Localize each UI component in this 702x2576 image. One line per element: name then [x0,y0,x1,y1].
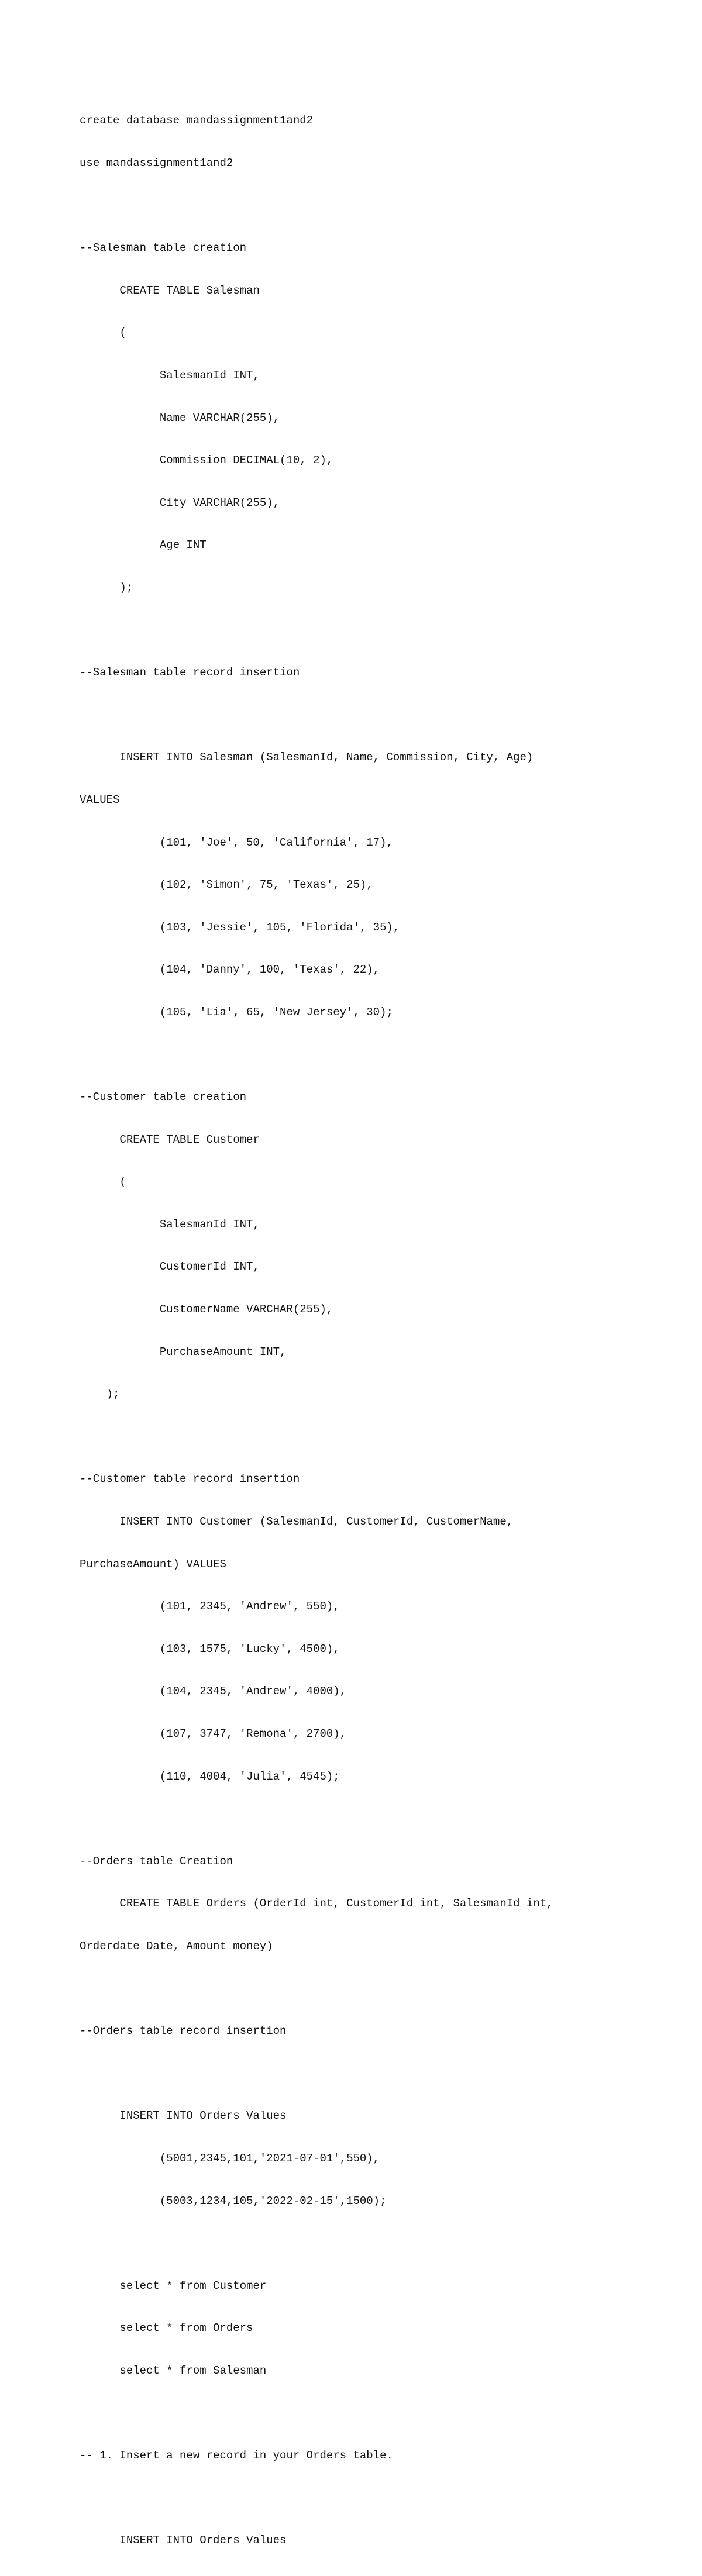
code-line [80,1047,665,1061]
code-line: CREATE TABLE Orders (OrderId int, CustomerId int, SalesmanId int, [80,1897,553,1911]
code-line: select * from Customer [80,2279,267,2292]
code-line: Age INT [80,539,207,552]
code-line [80,1812,665,1826]
code-line: INSERT INTO Customer (SalesmanId, CustomerId, CustomerName, [80,1515,514,1528]
code-line: ( [80,326,126,340]
code-line [80,2491,665,2505]
code-line: CustomerId INT, [80,1260,260,1274]
code-line: (102, 'Simon', 75, 'Texas', 25), [80,878,373,892]
code-line: ); [80,581,133,594]
code-line [80,708,665,722]
code-line: (110, 4004, 'Julia', 4545); [80,1770,340,1783]
code-line: Name VARCHAR(255), [80,411,280,425]
code-line: (101, 2345, 'Andrew', 550), [80,1600,340,1613]
code-line: -- 1. Insert a new record in your Orders table. [80,2449,393,2463]
code-line: (103, 'Jessie', 105, 'Florida', 35), [80,920,400,934]
code-line: (5001,2345,101,'2021-07-01',550), [80,2151,380,2165]
code-line: Commission DECIMAL(10, 2), [80,454,333,467]
code-line: INSERT INTO Salesman (SalesmanId, Name, Commission, City, Age) [80,751,534,764]
code-line: --Salesman table creation [80,242,247,255]
code-line: (5003,1234,105,'2022-02-15',1500); [80,2194,387,2208]
code-line: --Orders table Creation [80,1854,233,1868]
code-line [80,1982,665,1996]
code-line [80,623,665,637]
code-line: select * from Orders [80,2322,253,2335]
code-line: (104, 2345, 'Andrew', 4000), [80,1685,347,1698]
sql-code-block [80,85,665,2576]
code-line: INSERT INTO Orders Values [80,2534,287,2547]
code-line: ); [80,1388,120,1401]
code-line: CREATE TABLE Customer [80,1133,260,1146]
code-line: (101, 'Joe', 50, 'California', 17), [80,836,393,849]
code-line [80,1430,665,1444]
code-line: CustomerName VARCHAR(255), [80,1303,333,1316]
code-line: City VARCHAR(255), [80,496,280,509]
code-line: ( [80,1175,126,1189]
code-line: (107, 3747, 'Remona', 2700), [80,1727,347,1740]
code-line: create database mandassignment1and2 [80,114,314,127]
code-line: PurchaseAmount INT, [80,1345,287,1358]
code-line: --Salesman table record insertion [80,666,300,680]
code-line: SalesmanId INT, [80,1218,260,1231]
code-line: --Customer table creation [80,1091,247,1104]
code-line [80,2067,665,2081]
code-line: VALUES [80,793,120,806]
code-line: --Orders table record insertion [80,2025,287,2038]
code-line: (104, 'Danny', 100, 'Texas', 22), [80,963,380,977]
code-line: Orderdate Date, Amount money) [80,1939,273,1953]
code-line: PurchaseAmount) VALUES [80,1557,226,1571]
code-line: (103, 1575, 'Lucky', 4500), [80,1642,340,1656]
code-line: use mandassignment1and2 [80,157,233,170]
code-line: (105, 'Lia', 65, 'New Jersey', 30); [80,1005,393,1019]
code-line: select * from Salesman [80,2364,267,2377]
code-line [80,2236,665,2250]
code-line: --Customer table record insertion [80,1473,300,1486]
code-line: INSERT INTO Orders Values [80,2109,287,2123]
code-line: CREATE TABLE Salesman [80,284,260,297]
code-line: SalesmanId INT, [80,368,260,382]
code-line [80,199,665,213]
code-line [80,2406,665,2420]
